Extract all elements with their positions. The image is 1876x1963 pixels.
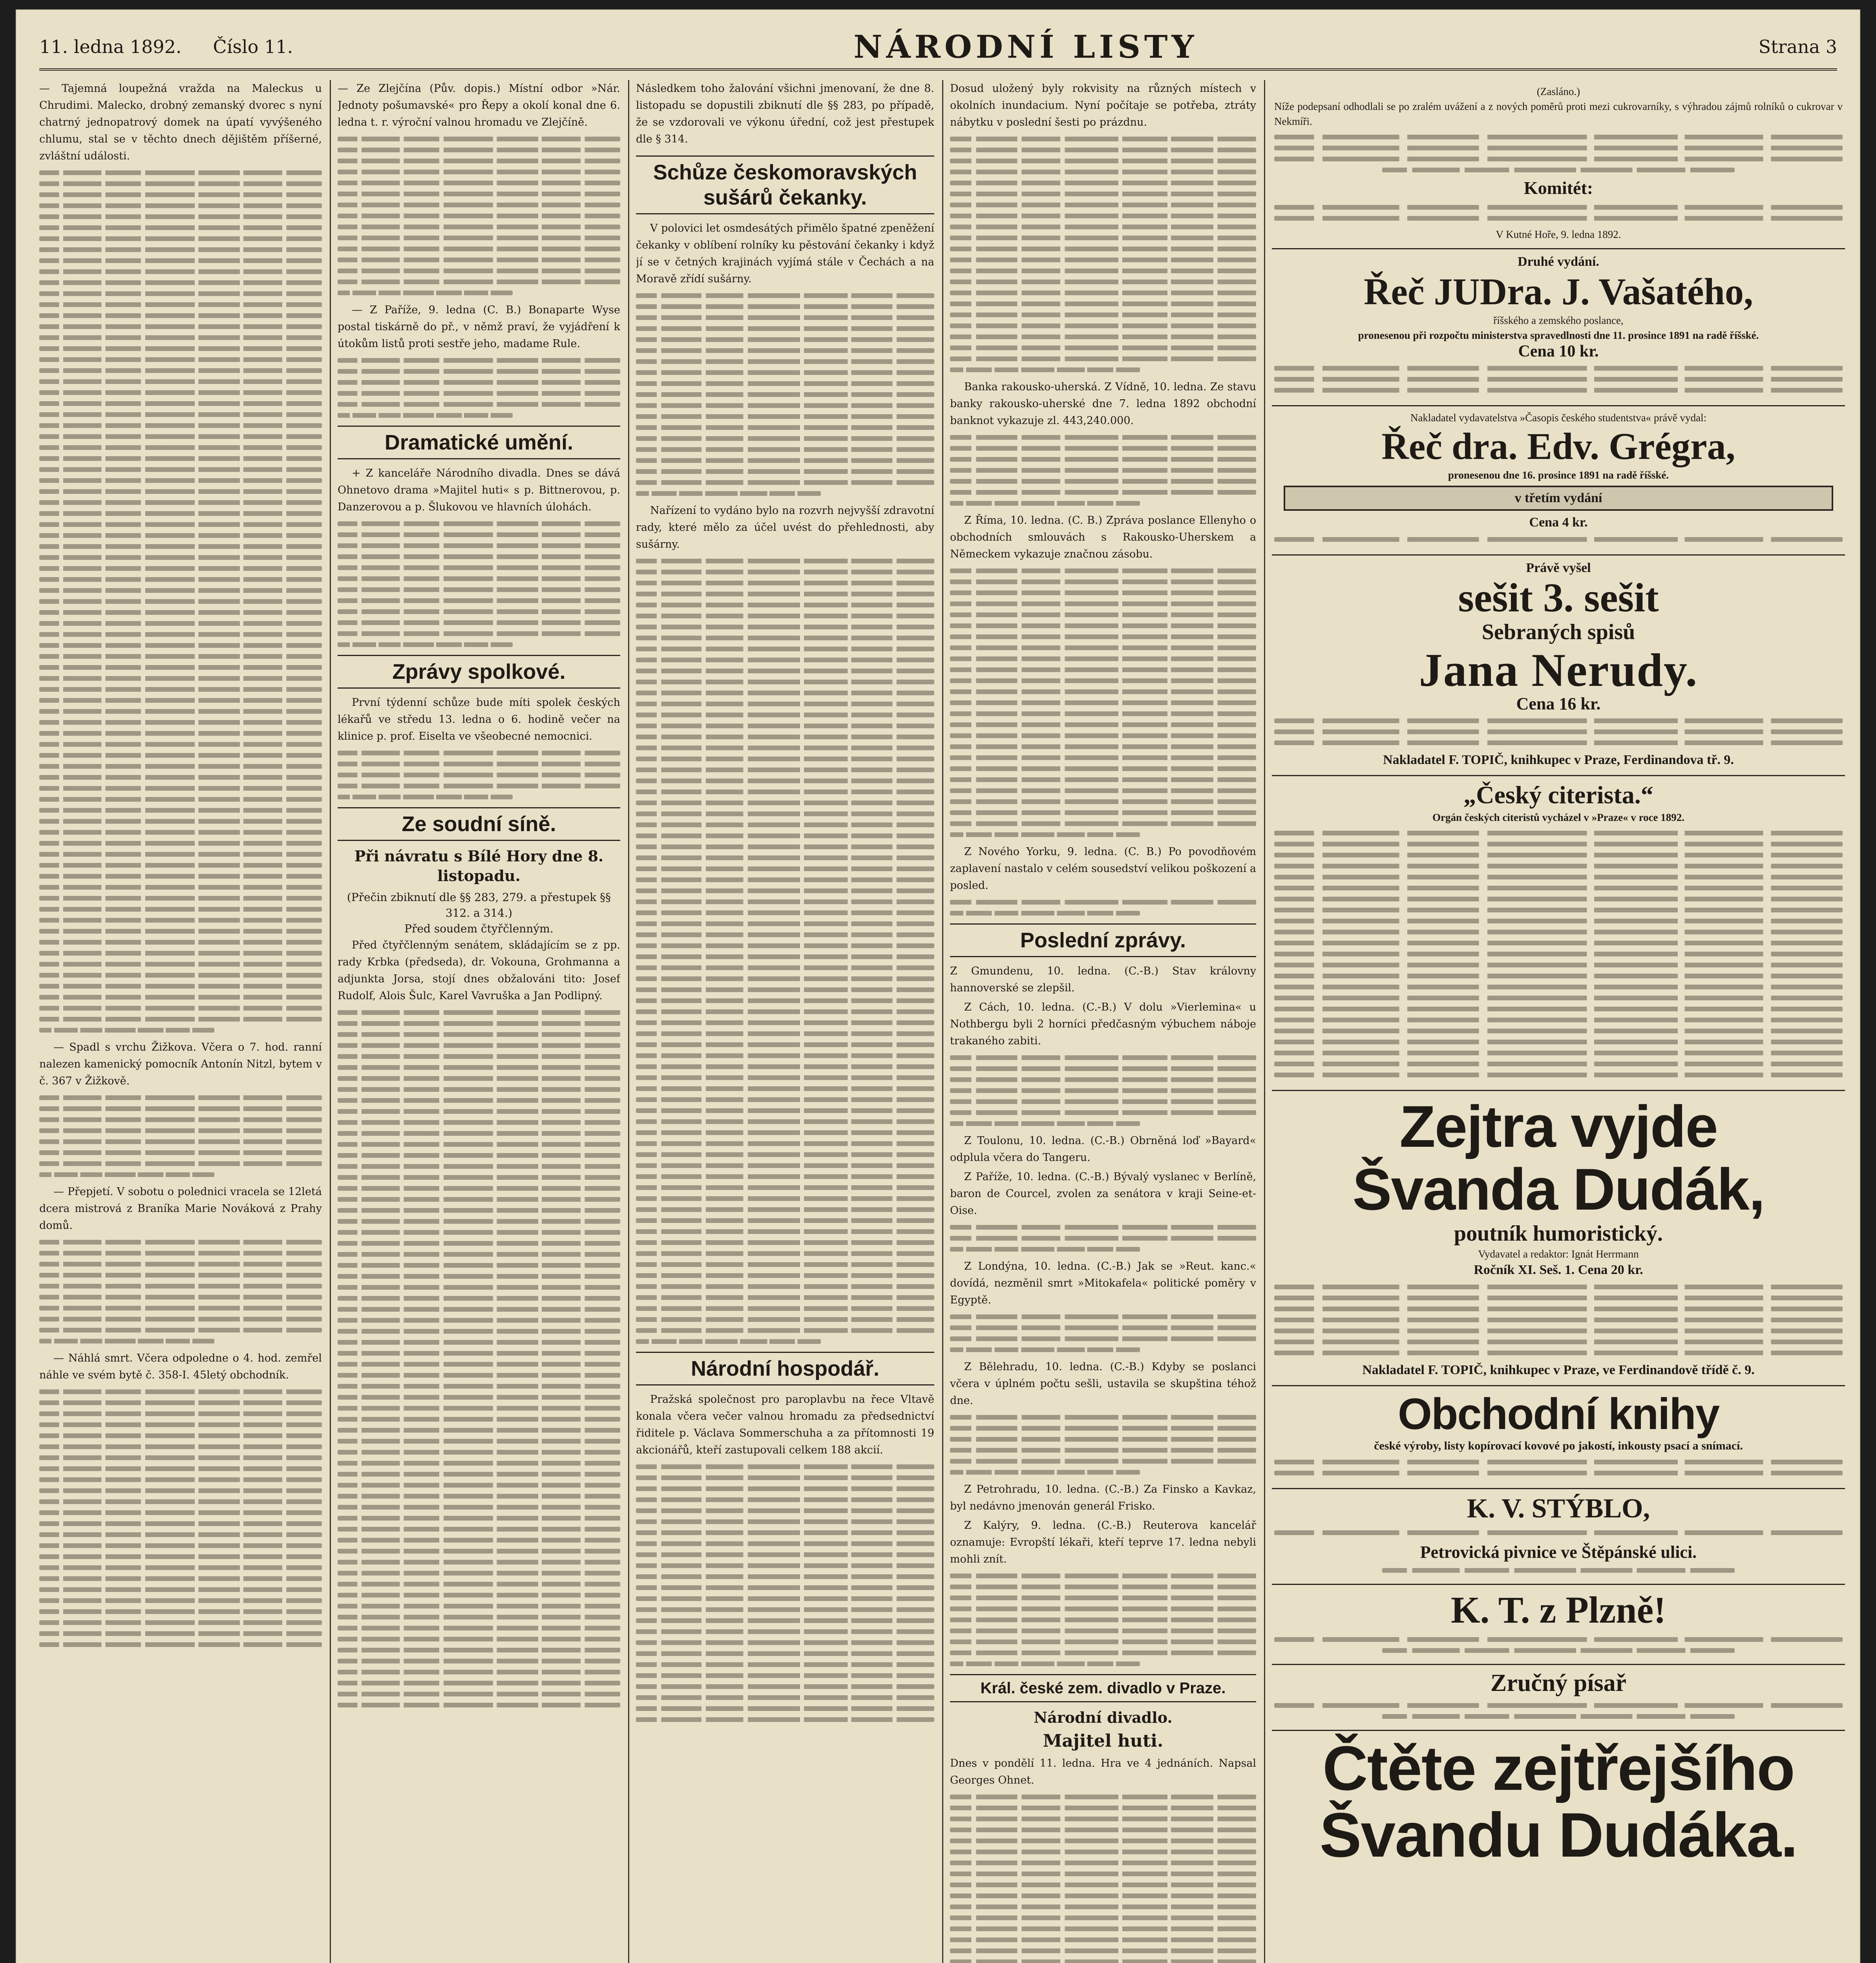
ad-publisher: Nakladatel F. TOPIČ, knihkupec v Praze, ve Ferdinandově třídě č. 9. <box>1362 1363 1755 1377</box>
article-steamship: Pražská společnost pro paroplavbu na řece Vltavě konala včera večer valnou hromadu za předsednictví řiditele p. Václava Sommerschuha a za přítomnosti 19 akcionářů, kteří zastupovali celkem 188 akcií. <box>636 1393 934 1456</box>
article-accused: Následkem toho žalování všichni jmenovaní, že dne 8. listopadu se dopustili zbiknutí dle §§ 283, po případě, že se vzdorovali ve výkonu úřední, což jest přestupek dle § 314. <box>636 82 934 145</box>
ad-headline: Řeč dra. Edv. Grégra, <box>1381 425 1735 467</box>
court-case-senate: Před soudem čtyřčlenným. <box>404 922 553 935</box>
article-chicory-2: Nařízení to vydáno bylo na rozvrh nejvyšší zdravotní rady, které mělo za účel uvést do přehlednosti, aby sušárny. <box>636 504 934 550</box>
column-rule <box>628 80 629 1963</box>
ad-read-svanda <box>1272 1731 1845 1875</box>
advertisement-column <box>1272 80 1845 1963</box>
section-heading-chicory: Schůze českomoravských sušárů čekanky. <box>636 155 934 214</box>
article-flood-damage: Dosud uložený byly rokvisity na různých místech v okolních inundacium. Nyní počítaje se potřeba, ztráty nábytku v poslední šesti po prázdnu. <box>950 82 1256 128</box>
article-prepjeti: — Přepjetí. V sobotu o polednici vracela se 12letá dcera mistrová z Braníka Marie Nováková z Prahy domů. <box>39 1186 322 1232</box>
article-bank: Banka rakousko-uherská. Z Vídně, 10. ledna. Ze stavu banky rakousko-uherské dne 7. ledna 1892 obchodní banknot vykazuje zl. 443,240.000. <box>950 381 1256 427</box>
ad-svanda-dudak <box>1272 1091 1845 1386</box>
column-rule <box>330 80 331 1963</box>
ad-headline: K. V. STÝBLO, <box>1467 1493 1650 1524</box>
news-petersburg: Z Petrohradu, 10. ledna. (C.-B.) Za Finsko a Kavkaz, byl nedávno jmenován generál Frisko. <box>950 1483 1256 1512</box>
ad-title: Švandu Dudáka. <box>1319 1800 1797 1870</box>
ad-vasaty-speech <box>1272 249 1845 406</box>
issue-date: 11. ledna 1892. <box>39 36 182 57</box>
ad-title: Švanda Dudák, <box>1352 1156 1765 1222</box>
news-gmunden: Z Gmundenu, 10. ledna. (C.-B.) Stav královny hannoverské se zlepšil. <box>950 965 1256 994</box>
ad-styblo <box>1272 1489 1845 1585</box>
column-2 <box>338 80 620 1963</box>
ad-kt-plzen <box>1272 1585 1845 1665</box>
court-case-title: Při návratu s Bílé Hory dne 8. listopadu. <box>354 847 604 885</box>
ad-publisher: Nakladatel F. TOPIČ, knihkupec v Praze, Ferdinandova tř. 9. <box>1383 753 1734 767</box>
ad-intro: Nakladatel vydavatelstva »Časopis českého studentstva« právě vydal: <box>1410 412 1707 424</box>
ad-price: Cena 10 kr. <box>1518 342 1599 360</box>
column-1 <box>39 80 322 1963</box>
column-rule <box>942 80 943 1963</box>
article-rome: Z Říma, 10. ledna. (C. B.) Zpráva poslance Ellenyho o obchodních smlouvách s Rakousko-Uherskem a Německem vykazuje značnou zásobu. <box>950 514 1256 560</box>
section-heading-economy: Národní hospodář. <box>636 1352 934 1385</box>
ad-business-books <box>1272 1386 1845 1489</box>
page-number: Strana 3 <box>1758 36 1837 57</box>
column-4 <box>950 80 1256 1963</box>
ad-clerk <box>1272 1665 1845 1731</box>
column-rule <box>1264 80 1265 1963</box>
news-belgrade: Z Bělehradu, 10. ledna. (C.-B.) Kdyby se poslanci včera v úplném počtu sešli, ustavila se skupština téhož dne. <box>950 1361 1256 1407</box>
article-new-york: Z Nového Yorku, 9. ledna. (C. B.) Po povodňovém zaplavení nastalo v celém sousedství velikou poškození a posled. <box>950 846 1256 892</box>
ad-headline: Zejtra vyjde <box>1399 1093 1717 1159</box>
section-heading-clubs: Zprávy spolkové. <box>338 655 620 689</box>
ad-price: Cena 16 kr. <box>1516 694 1601 713</box>
ad-label: (Zasláno.) <box>1536 86 1580 97</box>
article-zizkov-fall: — Spadl s vrchu Žižkova. Včera o 7. hod. ranní nalezen kamenický pomocník Antonín Nitzl, bytem v č. 367 v Žižkově. <box>39 1041 322 1087</box>
ad-subtitle: poutník humoristický. <box>1454 1221 1663 1246</box>
masthead <box>39 25 1837 71</box>
ad-cesky-citerista <box>1272 776 1845 1091</box>
ad-subtitle: Orgán českých citeristů vycházel v »Praze« v roce 1892. <box>1432 812 1685 823</box>
ad-sugar-notice <box>1272 80 1845 249</box>
article-physicians: První týdenní schůze bude míti spolek českých lékařů ve středu 13. ledna o 6. hodině večer na klinice p. prof. Eiselta ve všeobecné nemocnici. <box>338 696 620 742</box>
ad-description: pronesenou při rozpočtu ministerstva spravedlnosti dne 11. prosince 1891 na radě říšské. <box>1358 329 1759 341</box>
news-aachen: Z Cách, 10. ledna. (C.-B.) V dolu »Vierlemina« u Nothbergu byli 2 horníci předčasným výbuchem náboje trakaného zabiti. <box>950 1001 1256 1047</box>
ad-editor: Vydavatel a redaktor: Ignát Herrmann <box>1478 1248 1639 1260</box>
theatre-heading: Král. české zem. divadlo v Praze. <box>950 1674 1256 1702</box>
newspaper-page <box>16 9 1860 1963</box>
text-filler <box>39 170 322 1033</box>
ad-headline: Zručný písař <box>1490 1670 1627 1696</box>
ad-text: Níže podepsaní odhodlali se po zralém uvážení a z nových poměrů proti mezi cukrovarníky, s výhradou zájmů rolníků o cukrovar v Nekmíři. <box>1274 101 1843 127</box>
ad-neruda-works <box>1272 556 1845 776</box>
ad-headline: K. T. z Plzně! <box>1450 1589 1666 1631</box>
column-3 <box>636 80 934 1963</box>
ad-price: Cena 4 kr. <box>1529 515 1588 530</box>
article-paris-wyse: — Z Paříže, 9. ledna (C. B.) Bonaparte Wyse postal tiskárně do př., v němž praví, že vyjádření k útokům listů proti sestře jeho, madame Rule. <box>338 304 620 350</box>
ad-place-date: V Kutné Hoře, 9. ledna 1892. <box>1496 228 1621 240</box>
article-chicory-1: V polovici let osmdesátých přimělo špatné zpeněžení čekanky v oblíbení rolníky ku pěstování čekanky i když jí se v četných krajinách vyjímá stále v Čechách a na Moravě zřídí sušárny. <box>636 222 934 285</box>
ad-headline: sešit 3. sešit <box>1458 575 1659 620</box>
ad-subtitle: říšského a zemského poslance, <box>1493 314 1624 326</box>
ad-description: pronesenou dne 16. prosince 1891 na radě říšské. <box>1448 469 1669 481</box>
ad-edition: v třetím vydání <box>1284 486 1833 511</box>
news-paris: Z Paříže, 10. ledna. (C.-B.) Bývalý vyslanec v Berlíně, baron de Courcel, zvolen za senátora v kraji Seine-et-Oise. <box>950 1171 1256 1217</box>
ad-announcement: Právě vyšel <box>1526 561 1591 575</box>
section-heading-drama: Dramatické umění. <box>338 426 620 459</box>
article-court-case: Před čtyřčlenným senátem, skládajícím se z pp. rady Krbka (předseda), dr. Vokouna, Grohmanna a adjunkta Jorsa, stojí dnes obžalováni tito: Josef Rudolf, Alois Šulc, Karel Vavruška a Jan Podlipný. <box>338 939 620 1002</box>
section-heading-court: Ze soudní síně. <box>338 807 620 841</box>
ad-edition: Druhé vydání. <box>1518 254 1599 269</box>
ad-gregr-speech <box>1272 406 1845 556</box>
issue-number: Číslo 11. <box>213 36 293 57</box>
masthead-left <box>39 36 293 57</box>
article-national-theatre: + Z kanceláře Národního divadla. Dnes se dává Ohnetovo drama »Majitel huti« s p. Bittnerovou, p. Danzerovou a p. Šlukovou ve hlavních úlohách. <box>338 467 620 513</box>
news-london: Z Londýna, 10. ledna. (C.-B.) Jak se »Reut. kanc.« dovídá, nezměnil smrt »Mitokafela« politické poměry v Egyptě. <box>950 1260 1256 1306</box>
ad-description: české výroby, listy kopírovací kovové po jakostí, inkousty psací a snímací. <box>1374 1439 1743 1452</box>
ad-author: Jana Nerudy. <box>1419 644 1698 696</box>
news-cairo: Z Kalýry, 9. ledna. (C.-B.) Reuterova kancelář oznamuje: Evropští lékaři, kteří teprve 17. ledna nebyli mohli znít. <box>950 1519 1256 1565</box>
ad-headline: Obchodní knihy <box>1397 1389 1719 1438</box>
ad-subtitle: Sebraných spisů <box>1481 620 1635 644</box>
theatre-play-title: Majitel huti. <box>1043 1731 1164 1751</box>
newspaper-title: NÁRODNÍ LISTY <box>853 28 1198 65</box>
article-murder-malecko: — Tajemná loupežná vražda na Maleckus u Chrudimi. Malecko, drobný zemanský dvorec s nyní chatrný jednopatrový domek na úpatí vyvýšeného chlumu, stal se v těchto dnech dějištěm příšerné, zvláštní události. <box>39 82 322 162</box>
ad-headline: Čtěte zejtřejšího <box>1323 1733 1794 1803</box>
ad-issue-price: Ročník XI. Seš. 1. Cena 20 kr. <box>1474 1263 1643 1277</box>
ad-pub-name: Petrovická pivnice ve Štěpánské ulici. <box>1420 1543 1697 1562</box>
article-zlejcin: — Ze Zlejčína (Pův. dopis.) Místní odbor »Nár. Jednoty pošumavské« pro Řepy a okolí konal dne 6. ledna t. r. výroční valnou hromadu ve Zlejčíně. <box>338 82 620 128</box>
theatre-cast: Dnes v pondělí 11. ledna. Hra ve 4 jednáních. Napsal Georges Ohnet. <box>950 1757 1256 1786</box>
ad-committee: Komitét: <box>1523 178 1593 198</box>
news-toulon: Z Toulonu, 10. ledna. (C.-B.) Obrněná loď »Bayard« odplula včera do Tangeru. <box>950 1135 1256 1164</box>
court-case-charge: (Přečin zbiknutí dle §§ 283, 279. a přestupek §§ 312. a 314.) <box>347 891 611 919</box>
theatre-subheading: Národní divadlo. <box>1034 1709 1173 1726</box>
article-sudden-death: — Náhlá smrt. Včera odpoledne o 4. hod. zemřel náhle ve svém bytě č. 358-I. 45letý obchodník. <box>39 1352 322 1381</box>
section-heading-latest: Poslední zprávy. <box>950 923 1256 957</box>
ad-headline: „Český citerista.“ <box>1463 781 1653 809</box>
ad-headline: Řeč JUDra. J. Vašatého, <box>1364 271 1753 313</box>
